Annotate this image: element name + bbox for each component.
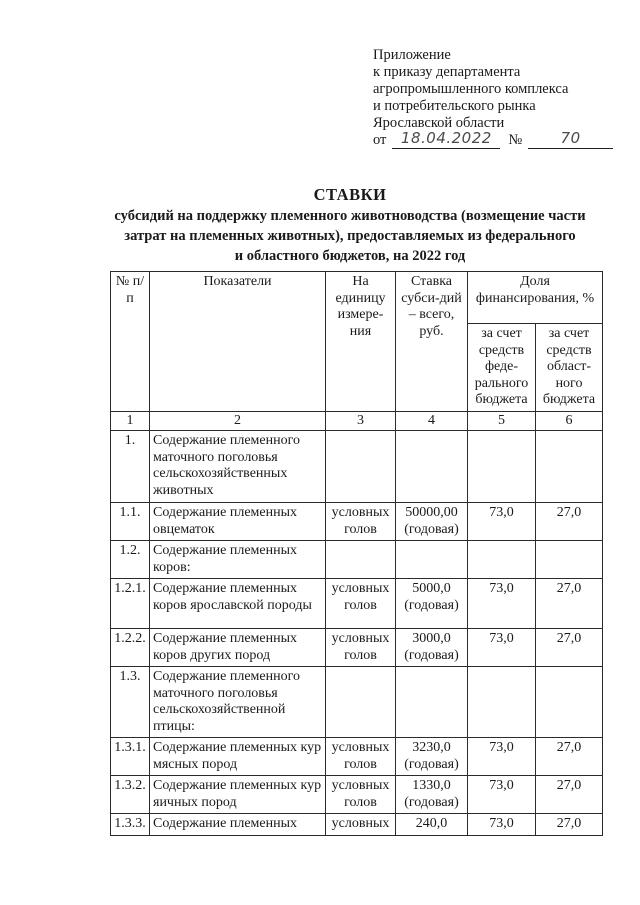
title-subtitle-line: субсидий на поддержку племенного животноводства (возмещение части [114,208,586,224]
row-federal-share: 73,0 [468,776,536,814]
row-indicator: Содержание племенных кур яичных пород [150,776,326,814]
row-federal-share [468,667,536,738]
table-row [111,431,603,503]
appendix-line: Приложение [373,47,451,63]
date-prefix: от [373,132,387,148]
row-rate: 5000,0 (годовая) [396,579,468,629]
row-rate: 50000,00 (годовая) [396,503,468,541]
header-financing-share: Доля финансирования, % [468,272,603,324]
row-regional-share [536,431,603,503]
table-row [111,738,603,776]
row-unit [326,667,396,738]
table-row [111,814,603,836]
document-title [90,185,610,265]
row-unit: условных голов [326,738,396,776]
row-unit: условных голов [326,629,396,667]
column-index: 6 [536,411,603,431]
title-subtitle-line: и областного бюджетов, на 2022 год [234,248,466,264]
row-indicator: Содержание племенных коров ярославской породы [150,579,326,629]
row-federal-share: 73,0 [468,814,536,836]
table-body [111,411,603,835]
row-federal-share: 73,0 [468,629,536,667]
row-rate: 3000,0 (годовая) [396,629,468,667]
appendix-line: к приказу департамента [373,64,521,80]
number-sign: № [508,132,523,148]
row-number: 1. [111,431,150,503]
row-federal-share: 73,0 [468,738,536,776]
number-field [528,129,613,149]
row-number: 1.2.1. [111,579,150,629]
row-number: 1.3. [111,667,150,738]
title-heading: СТАВКИ [313,185,387,204]
header-unit: На единицу измере-ния [326,272,396,412]
row-unit: условных голов [326,579,396,629]
row-rate: 1330,0 (годовая) [396,776,468,814]
row-federal-share: 73,0 [468,579,536,629]
row-rate [396,667,468,738]
row-unit [326,541,396,579]
row-regional-share: 27,0 [536,776,603,814]
header-rate: Ставка субси-дий – всего, руб. [396,272,468,412]
row-number: 1.2.2. [111,629,150,667]
row-number: 1.2. [111,541,150,579]
subsidy-rates-table [110,271,603,836]
row-unit: условных голов [326,776,396,814]
column-index: 4 [396,411,468,431]
header-indicators: Показатели [150,272,326,412]
row-regional-share: 27,0 [536,738,603,776]
table-row [111,579,603,629]
date-field [392,129,500,149]
header-num: № п/п [111,272,150,412]
row-federal-share: 73,0 [468,503,536,541]
row-number: 1.1. [111,503,150,541]
row-regional-share: 27,0 [536,579,603,629]
appendix-line: и потребительского рынка [373,98,536,114]
row-unit: условных голов [326,503,396,541]
handwritten-date: 18.04.2022 [400,129,492,147]
row-indicator: Содержание племенных [150,814,326,836]
appendix-header [373,47,613,149]
row-indicator: Содержание племенных овцематок [150,503,326,541]
table-row [111,776,603,814]
row-regional-share [536,541,603,579]
appendix-line: Ярославской области [373,115,505,131]
table-row [111,503,603,541]
row-number: 1.3.2. [111,776,150,814]
appendix-line: агропромышленного комплекса [373,81,569,97]
row-rate [396,541,468,579]
row-regional-share: 27,0 [536,814,603,836]
row-indicator: Содержание племенных коров: [150,541,326,579]
row-unit [326,431,396,503]
table-row [111,541,603,579]
row-number: 1.3.3. [111,814,150,836]
column-index: 3 [326,411,396,431]
row-number: 1.3.1. [111,738,150,776]
row-federal-share [468,541,536,579]
row-regional-share: 27,0 [536,503,603,541]
row-indicator: Содержание племенных кур мясных пород [150,738,326,776]
row-rate: 240,0 [396,814,468,836]
row-indicator: Содержание племенных коров других пород [150,629,326,667]
row-regional-share [536,667,603,738]
header-regional: за счет средств област-ного бюджета [536,324,603,412]
row-indicator: Содержание племенного маточного поголовья сельскохозяйственной птицы: [150,667,326,738]
column-index: 5 [468,411,536,431]
column-index: 1 [111,411,150,431]
table-row [111,667,603,738]
column-index: 2 [150,411,326,431]
row-federal-share [468,431,536,503]
table-row [111,629,603,667]
row-rate: 3230,0 (годовая) [396,738,468,776]
row-indicator: Содержание племенного маточного поголовья сельскохозяйственных животных [150,431,326,503]
order-date-number-line [373,129,613,149]
row-regional-share: 27,0 [536,629,603,667]
handwritten-number: 70 [560,129,581,147]
header-federal: за счет средств феде-рального бюджета [468,324,536,412]
row-unit: условных [326,814,396,836]
row-rate [396,431,468,503]
column-index-row [111,411,603,431]
title-subtitle-line: затрат на племенных животных), предоставляемых из федерального [124,228,576,244]
